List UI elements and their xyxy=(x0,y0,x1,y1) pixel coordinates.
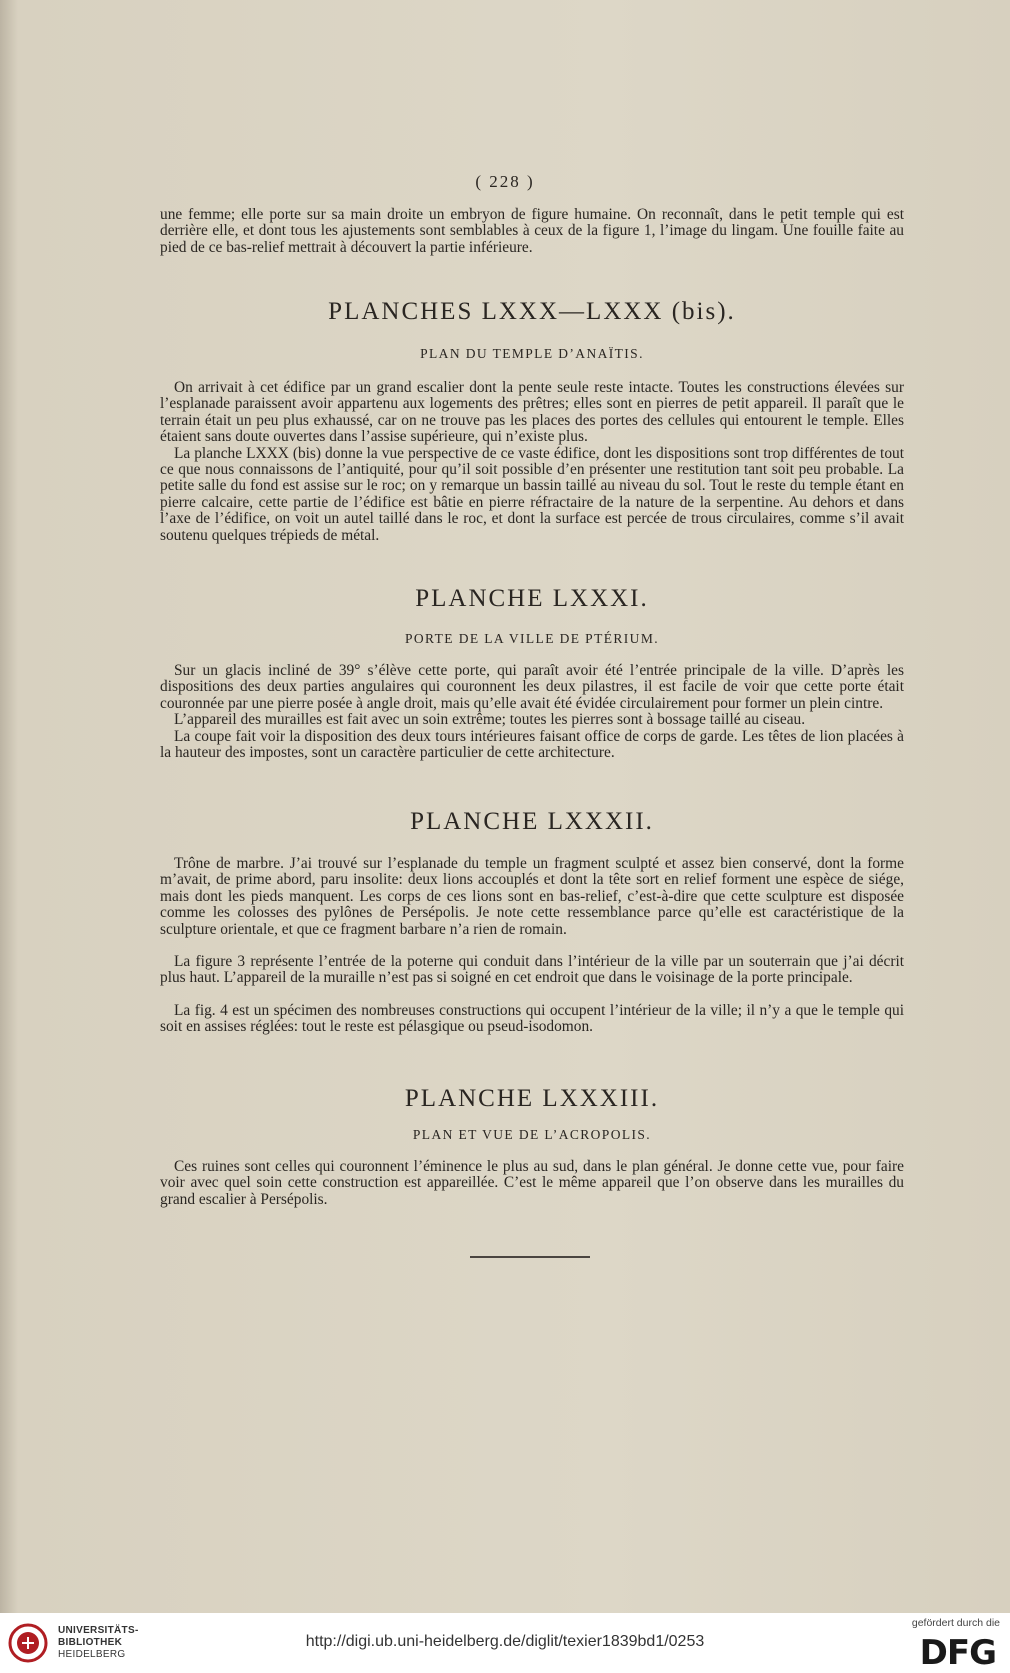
intro-paragraph: une femme; elle porte sur sa main droite un embryon de figure humaine. On reconnaît, dans le petit temple qui est derrière elle, et dont tous les ajustements sont semblables à ceux de la figure 1, l’image du lingam. Une fouille faite au pied de ce bas-relief mettrait à découvert la partie inférieure. xyxy=(160,206,904,256)
section-subtitle: PLAN ET VUE DE L’ACROPOLIS. xyxy=(412,1127,652,1142)
paragraph: Sur un glacis incliné de 39° s’élève cette porte, qui paraît avoir été l’entrée principale de la ville. D’après les dispositions des deux parties angulaires qui couronnent les deux pilastres, il est facile de voir que cette porte était couronnée par une pierre posée à angle droit, mais qu’elle avait été évidée circulairement pour former un plein cintre. xyxy=(160,662,904,712)
section-planches-lxxx xyxy=(160,298,904,544)
section-planche-lxxxii xyxy=(160,808,904,1036)
section-title: PLANCHES LXXX—LXXX (bis). xyxy=(328,298,736,325)
section-subtitle: PLAN DU TEMPLE D’ANAÏTIS. xyxy=(420,346,644,361)
section-planche-lxxxi xyxy=(160,585,904,761)
paragraph: Ces ruines sont celles qui couronnent l’éminence le plus au sud, dans le plan général. Je donne cette vue, pour faire voir avec quel soin cette construction est appareillée. C’est le même appareil que l’on observe dans les murailles du grand escalier à Persépolis. xyxy=(160,1158,904,1208)
paragraph: La planche LXXX (bis) donne la vue perspective de ce vaste édifice, dont les dispositions sont trop différentes de tout ce que nous connaissons de l’antiquité, pour qu’il soit possible d’en présenter une restitution tant soit peu probable. La petite salle du fond est assise sur le roc; on y remarque un bassin taillé au niveau du sol. Tout le reste du temple étant en pierre calcaire, cette partie de l’édifice est bâtie en pierre réfractaire de la nature de la serpentine. Au dehors et dans l’axe de l’édifice, on voit un autel taillé dans le roc, et dont la surface est percée de trous circulaires, comme s’il avait soutenu quelques trépieds de métal. xyxy=(160,444,904,544)
end-rule xyxy=(470,1256,590,1258)
viewer-footer xyxy=(0,1613,1010,1673)
section-planche-lxxxiii xyxy=(160,1085,904,1208)
section-title: PLANCHE LXXXII. xyxy=(410,808,654,835)
paragraph: La figure 3 représente l’entrée de la poterne qui conduit dans l’intérieur de la ville par un souterrain que j’ai décrit plus haut. L’appareil de la muraille n’est pas si soigné en cet endroit que dans le voisinage de la porte principale. xyxy=(160,953,904,987)
library-name: UNIVERSITÄTS- BIBLIOTHEK HEIDELBERG xyxy=(58,1625,139,1660)
dfg-logo: DFG xyxy=(919,1633,996,1673)
section-subtitle: PORTE DE LA VILLE DE PTÉRIUM. xyxy=(404,631,660,646)
section-title: PLANCHE LXXXI. xyxy=(415,585,649,612)
paragraph: La fig. 4 est un spécimen des nombreuses constructions qui occupent l’intérieur de la ville; il n’y a que le temple qui soit en assises réglées: tout le reste est pélasgique ou pseud-isodomon. xyxy=(160,1001,904,1036)
section-title: PLANCHE LXXXIII. xyxy=(404,1085,660,1112)
paragraph: L’appareil des murailles est fait avec un soin extrême; toutes les pierres sont à bossage taillé au ciseau. xyxy=(174,711,806,729)
permalink-url[interactable]: http://digi.ub.uni-heidelberg.de/diglit/texier1839bd1/0253 xyxy=(305,1633,705,1650)
funding-note: gefördert durch die xyxy=(911,1617,1000,1629)
page-number: ( 228 ) xyxy=(475,172,535,191)
paragraph: On arrivait à cet édifice par un grand escalier dont la pente seule reste intacte. Toutes les constructions élevées sur l’esplanade paraissent avoir appartenu aux logements des prêtres; elles sont en pierres de petit appareil. Il paraît que le terrain était un peu plus exhaussé, car on ne trouve pas les places des portes des cellules qui entourent le temple. Elles étaient sans doute ouvertes dans l’assise supérieure, qui n’existe plus. xyxy=(160,379,904,446)
paragraph: La coupe fait voir la disposition des deux tours intérieures faisant office de corps de garde. Les têtes de lion placées à la hauteur des impostes, sont un caractère particulier de cette architecture. xyxy=(160,727,904,762)
intro-block xyxy=(160,207,904,256)
paragraph: Trône de marbre. J’ai trouvé sur l’esplanade du temple un fragment sculpté et assez bien conservé, dont la forme m’avait, de prime abord, paru insolite: deux lions accouplés et dont la tête sort en relief forment une espèce de siége, mais dont les pieds manquent. Les corps de ces lions sont en bas-relief, c’est-à-dire que cette sculpture est disposée comme les colosses des pylônes de Persépolis. Je note cette ressemblance parce qu’elle est caractéristique de la sculpture orientale, et que ce fragment barbare n’a rien de romain. xyxy=(160,855,904,938)
